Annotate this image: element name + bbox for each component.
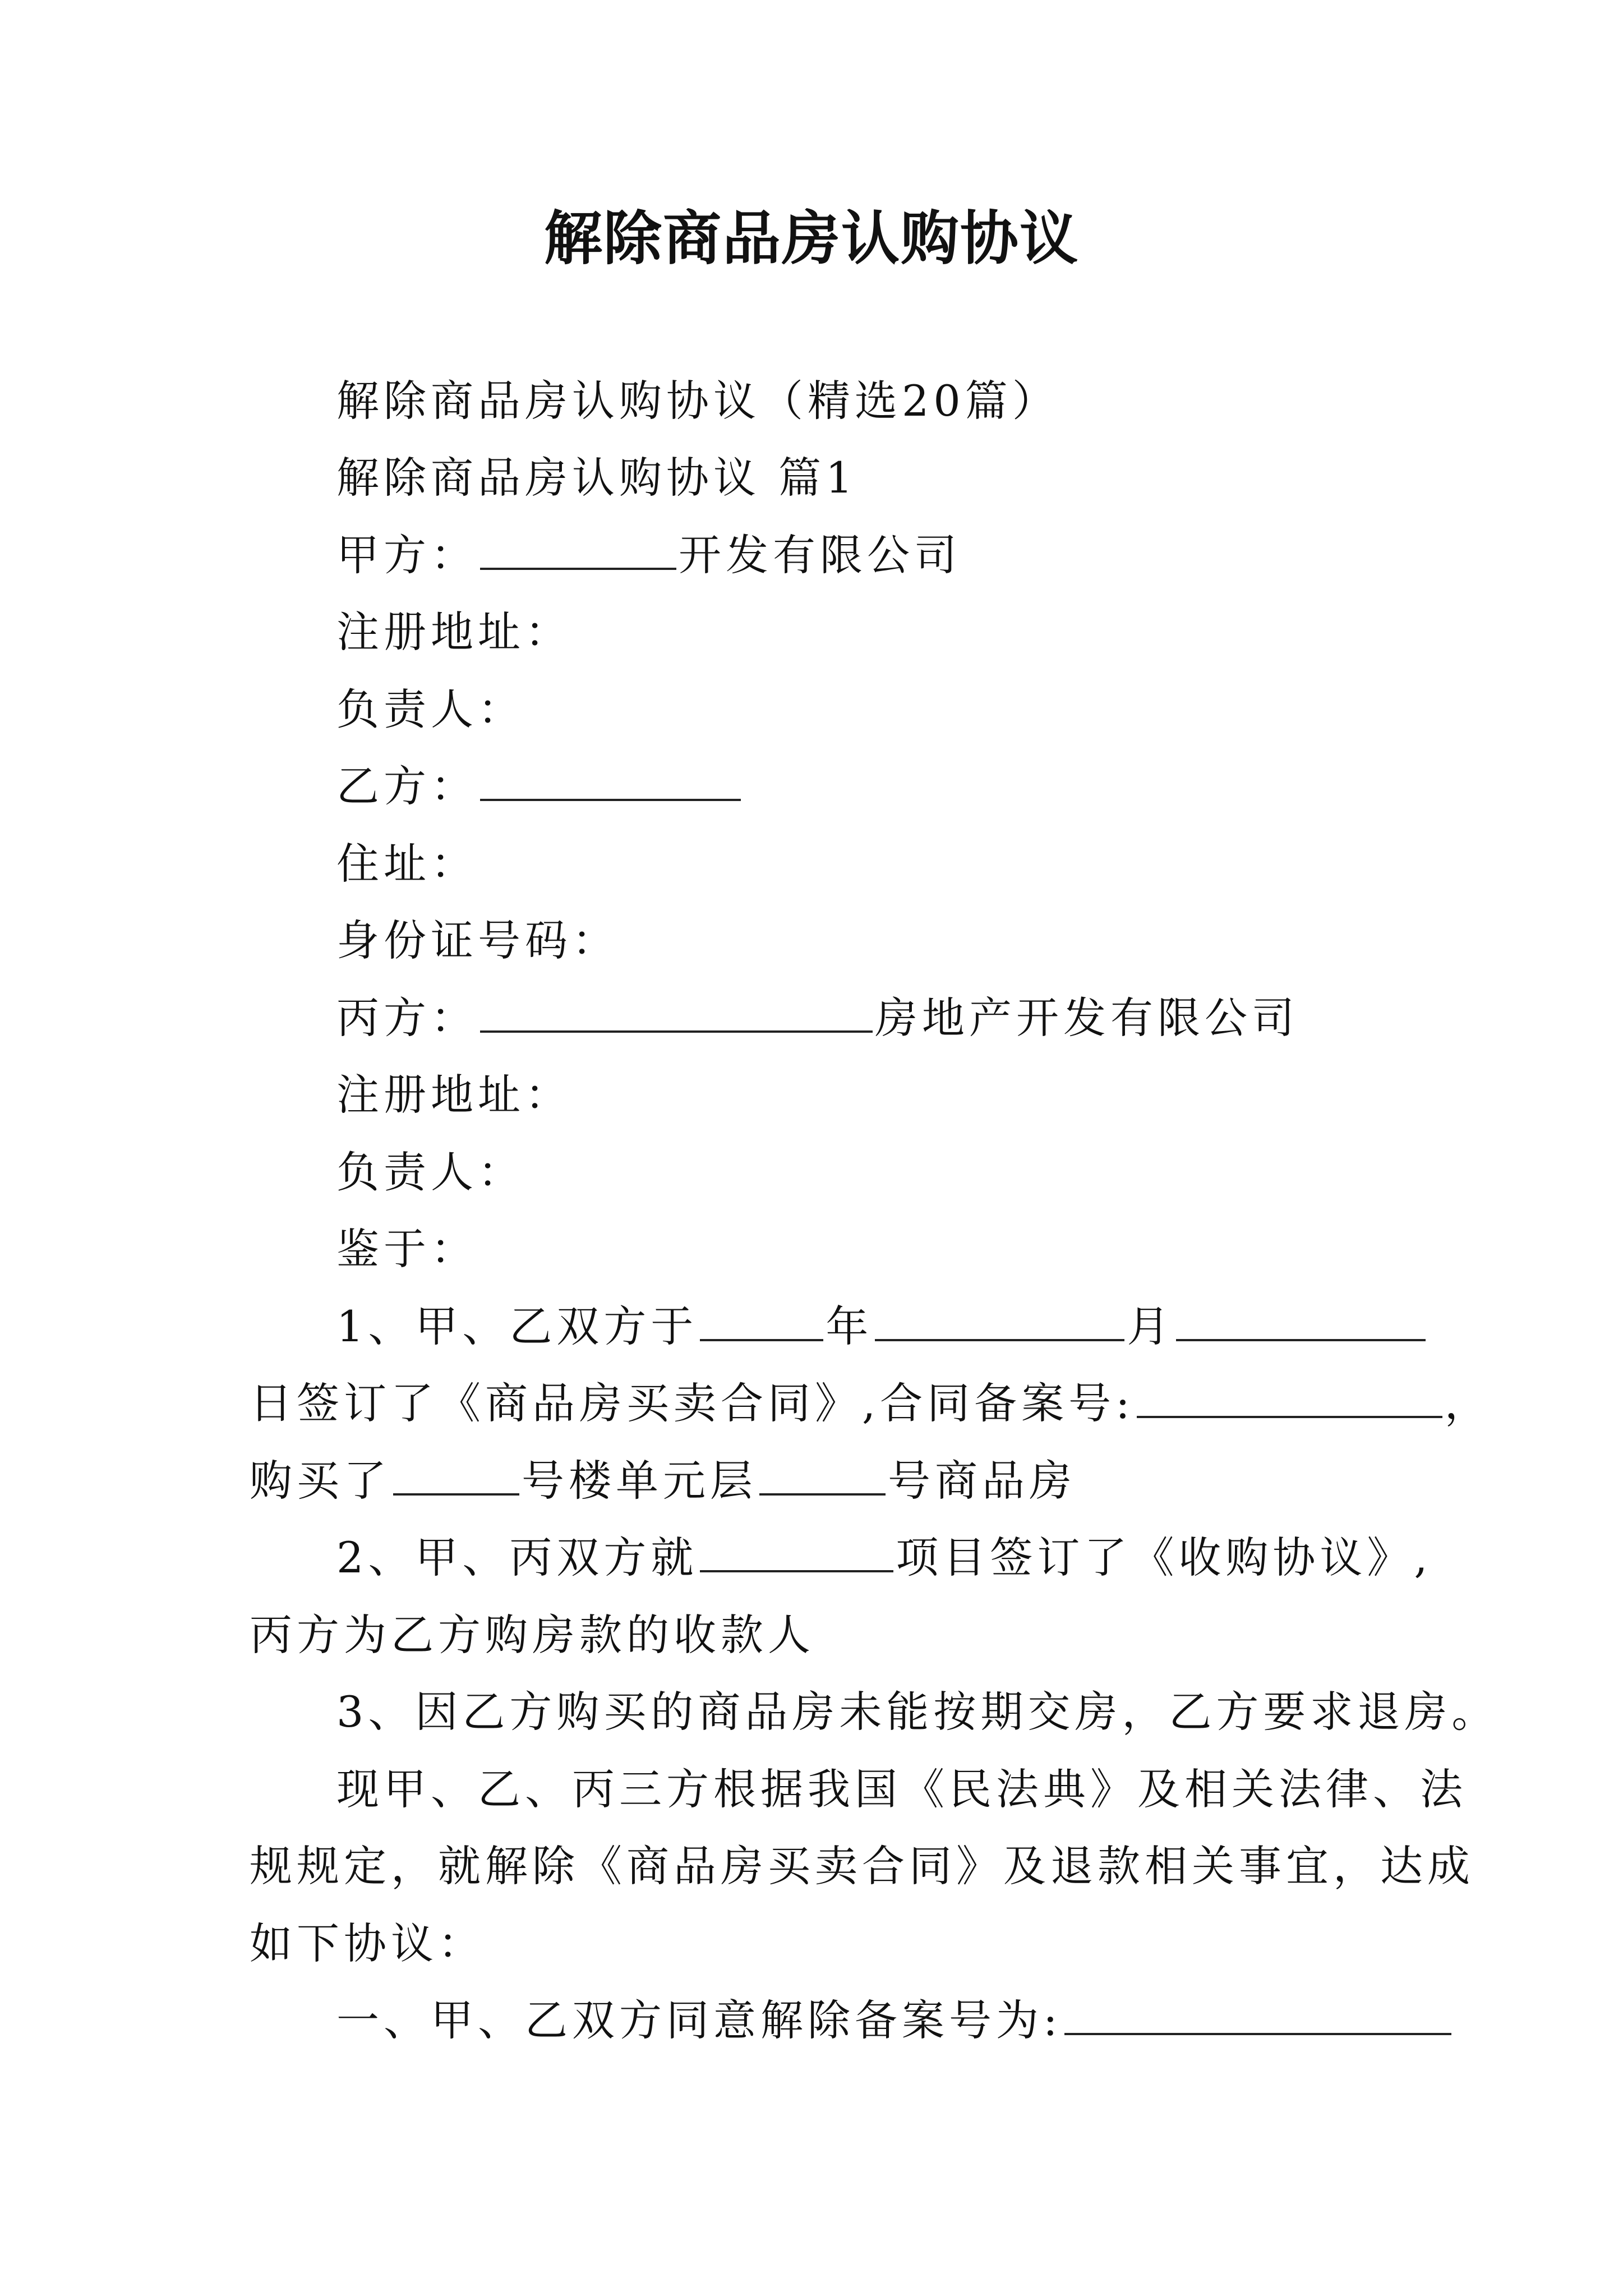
party-b-blank	[480, 760, 741, 801]
clause-1-year-label: 年	[826, 1301, 873, 1351]
clause-1-house-text: 号商品房	[888, 1456, 1076, 1506]
clause-2-suffix: 项目签订了《收购协议》,	[896, 1533, 1432, 1582]
party-b-line	[336, 758, 743, 815]
clause-1-month-blank	[875, 1300, 1124, 1341]
clause-1-line-2	[250, 1375, 1492, 1432]
clause-1-line-3	[250, 1453, 1076, 1509]
document-subtitle: 解除商品房认购协议（精选20篇）	[336, 376, 1059, 426]
agreement-paragraph-line-1: 现甲、乙、丙三方根据我国《民法典》及相关法律、法	[336, 1764, 1467, 1814]
section-heading: 解除商品房认购协议 篇1	[336, 453, 857, 503]
clause-1-day-blank	[1176, 1300, 1426, 1341]
article-1-prefix: 一、甲、乙双方同意解除备案号为:	[336, 1995, 1062, 2045]
party-c-company: 房地产开发有限公司	[875, 993, 1299, 1043]
clause-2-project-blank	[700, 1531, 893, 1572]
clause-1-month-label: 月	[1127, 1301, 1174, 1351]
clause-1-unit-blank	[759, 1454, 886, 1496]
party-a-company: 开发有限公司	[679, 530, 961, 580]
party-c-person-label: 负责人：	[336, 1147, 525, 1197]
clause-1-building-blank	[393, 1454, 519, 1496]
party-a-person-label: 负责人：	[336, 684, 525, 734]
party-c-blank	[480, 991, 873, 1033]
agreement-paragraph-line-2: 规规定，就解除《商品房买卖合同》及退款相关事宜，达成	[250, 1841, 1474, 1891]
party-a-blank	[480, 528, 676, 570]
party-c-label: 丙方：	[336, 993, 478, 1043]
party-a-line	[336, 527, 961, 583]
clause-1-prefix: 1、甲、乙双方于	[336, 1301, 698, 1351]
party-c-line	[336, 990, 1299, 1046]
clause-1-comma: ，	[1444, 1378, 1492, 1428]
party-a-address-label: 注册地址：	[336, 607, 572, 657]
clause-3: 3、因乙方购买的商品房未能按期交房，乙方要求退房。	[336, 1687, 1499, 1737]
document-title: 解除商品房认购协议	[543, 204, 1079, 273]
residence-label: 住址：	[336, 839, 478, 889]
clause-1-contract-text: 日签订了《商品房买卖合同》,合同备案号:	[250, 1378, 1135, 1428]
clause-2-line-2: 丙方为乙方购房款的收款人	[250, 1610, 815, 1660]
article-1-record-number-blank	[1064, 1994, 1451, 2035]
agreement-paragraph-line-3: 如下协议：	[250, 1918, 485, 1968]
article-1-line	[336, 1993, 1454, 2049]
id-number-label: 身份证号码：	[336, 915, 619, 965]
clause-1-line-1	[336, 1299, 1428, 1355]
party-a-label: 甲方：	[336, 530, 478, 580]
party-b-label: 乙方：	[336, 761, 478, 811]
clause-1-year-blank	[700, 1300, 823, 1341]
clause-1-building-text: 号楼单元层	[522, 1456, 757, 1506]
clause-1-purchase-text: 购买了	[250, 1456, 391, 1506]
clause-1-record-number-blank	[1137, 1377, 1442, 1418]
party-c-address-label: 注册地址：	[336, 1070, 572, 1120]
clause-2-prefix: 2、甲、丙双方就	[336, 1533, 698, 1582]
clause-2-line-1	[336, 1530, 1432, 1586]
whereas-label: 鉴于：	[336, 1224, 478, 1274]
